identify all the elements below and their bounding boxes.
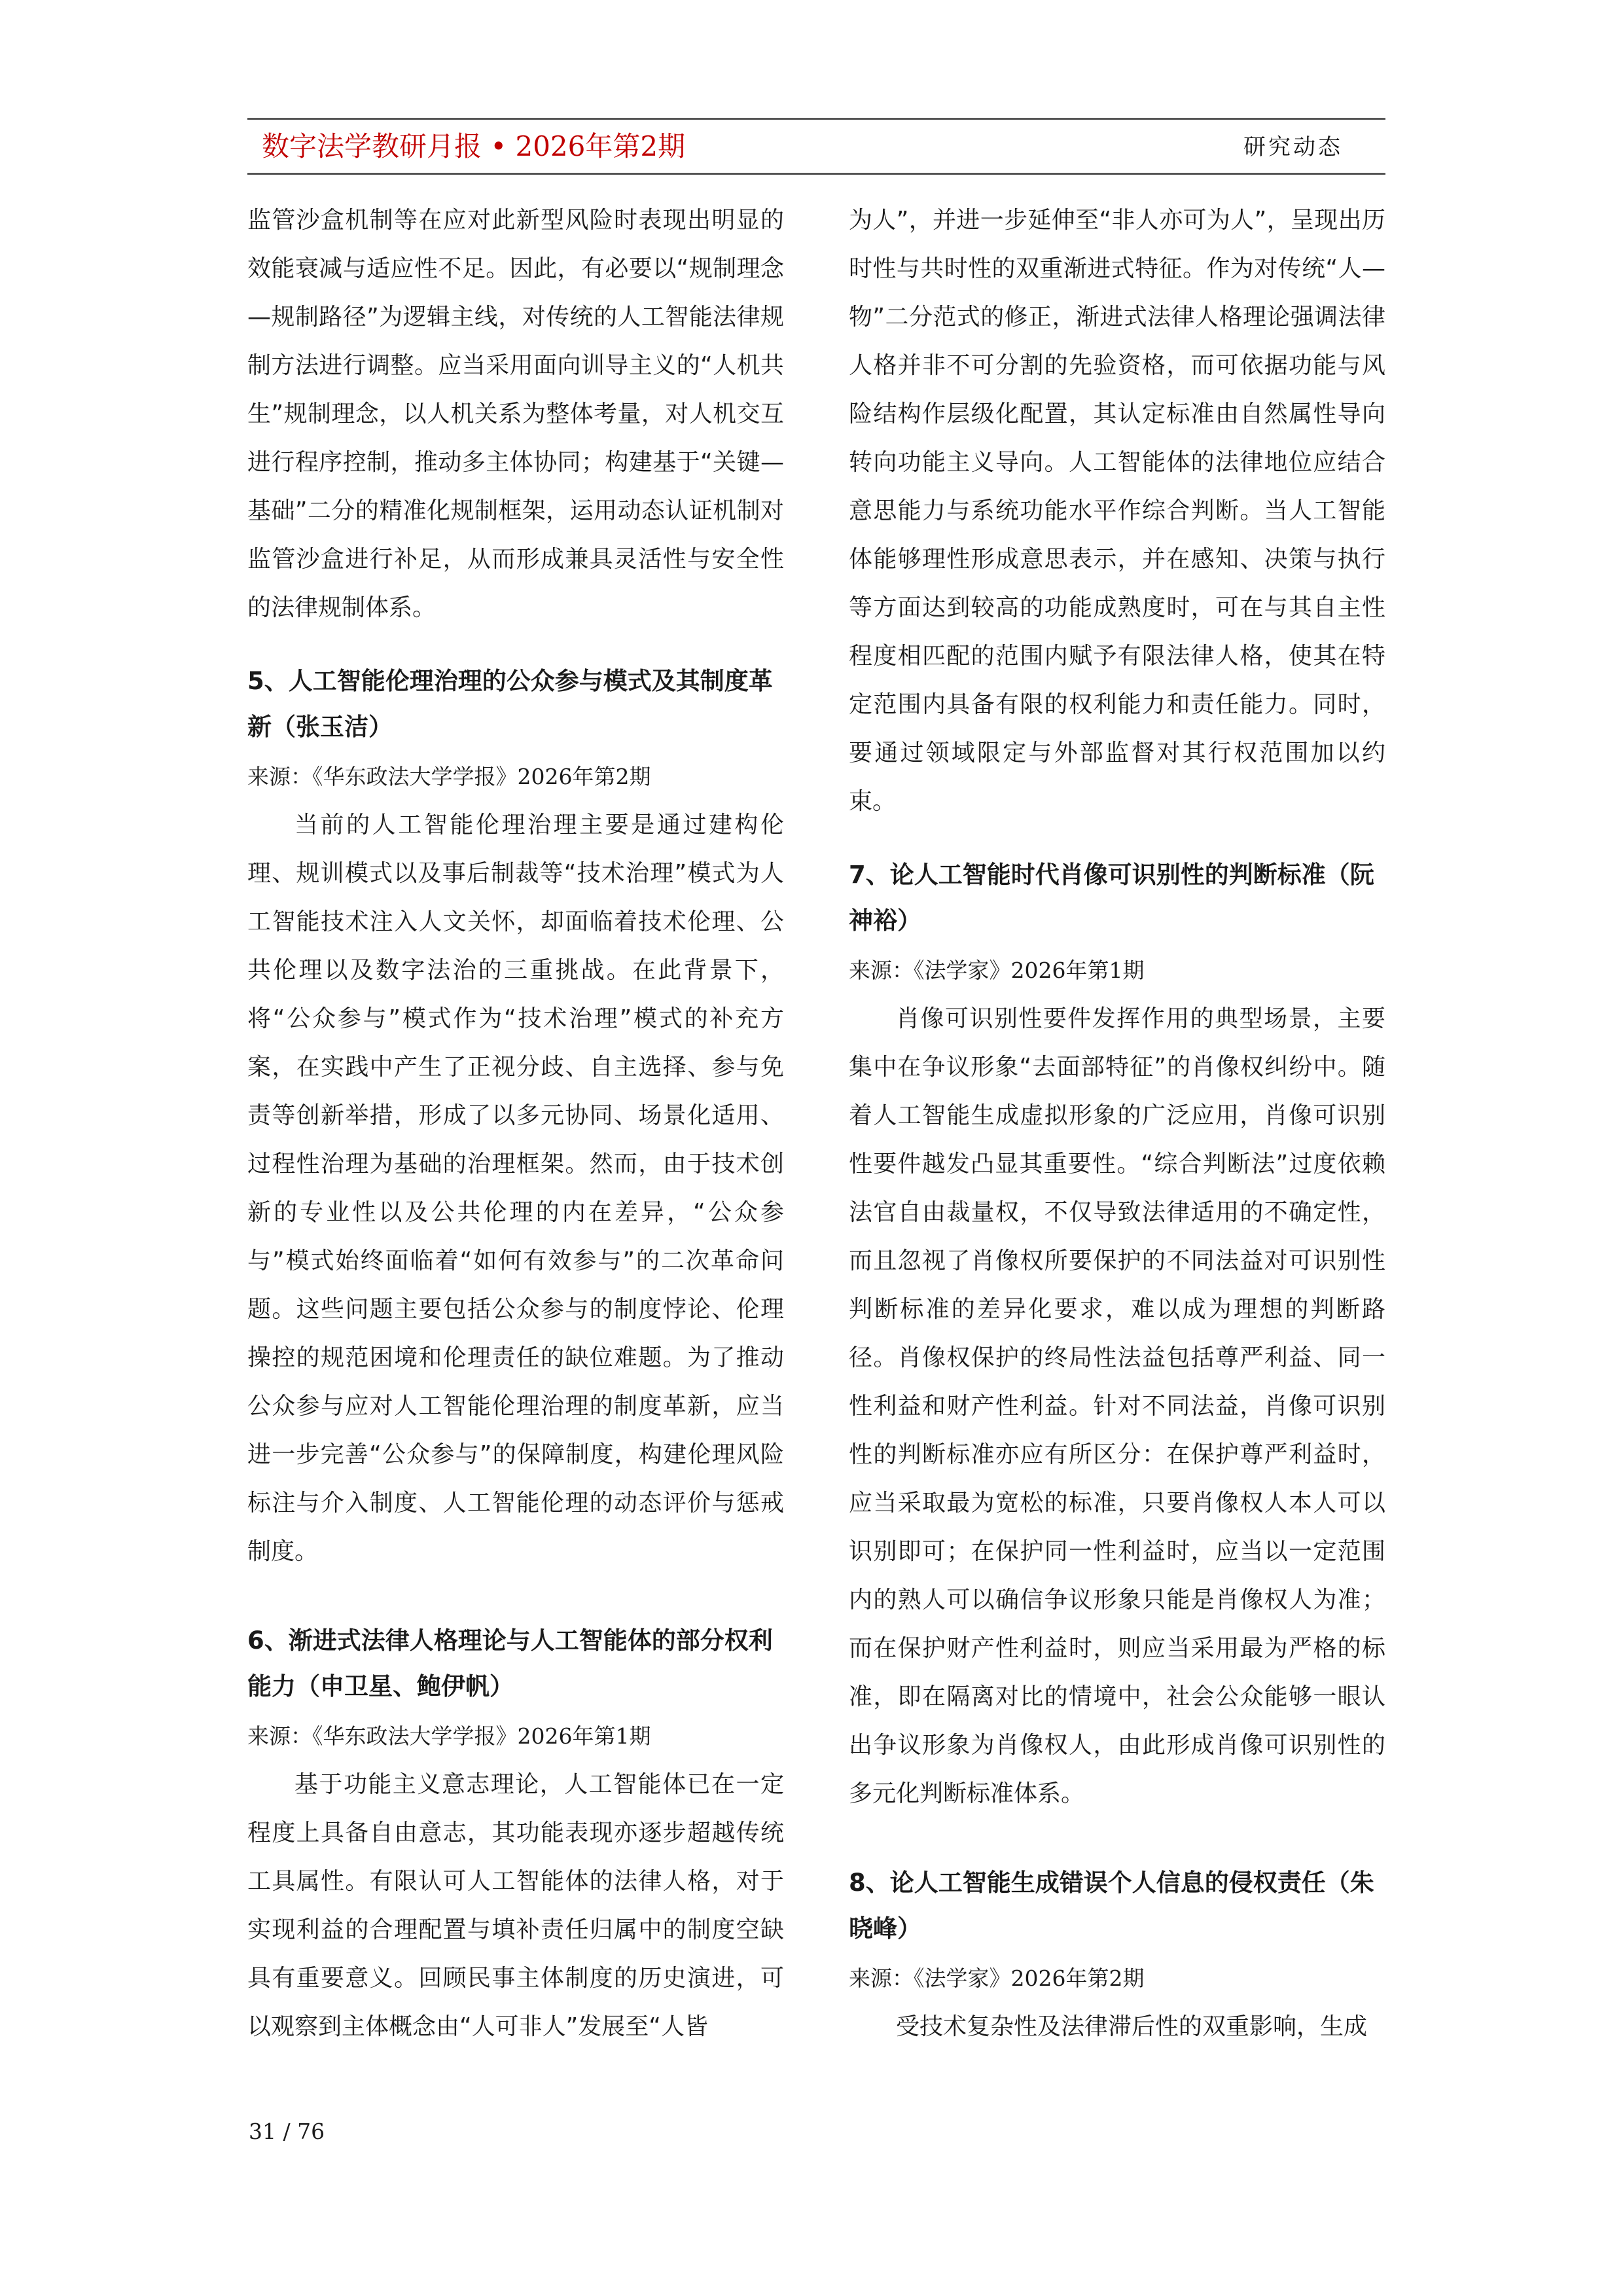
section-label: 研究动态 [1243,134,1343,160]
article-source-5: 来源：《华东政法大学学报》2026年第2期 [247,764,651,789]
continuation-paragraph-6: 为人”，并进一步延伸至“非人亦可为人”，呈现出历时性与共时性的双重渐进式特征。作为对传统“人—物”二分范式的修正，渐进式法律人格理论强调法律人格并非不可分割的先验资格，而可依据功能与风险结构作层级化配置，其认定标准由自然属性导向转向功能主义导向。人工智能体的法律地位应结合意思能力与系统功能水平作综合判断。当人工智能体能够理性形成意思表示，并在感知、决策与执行等方面达到较高的功能成熟度时，可在与其自主性程度相匹配的范围内赋予有限法律人格，使其在特定范围内具备有限的权利能力和责任能力。同时，要通过领域限定与外部监督对其行权范围加以约束。 [849,207,1385,815]
continuation-paragraph: 监管沙盒机制等在应对此新型风险时表现出明显的效能衰减与适应性不足。因此，有必要以“规制理念—规制路径”为逻辑主线，对传统的人工智能法律规制方法进行调整。应当采用面向训导主义的“人机共生”规制理念，以人机关系为整体考量，对人机交互进行程序控制，推动多主体协同；构建基于“关键—基础”二分的精准化规制框架，运用动态认证机制对监管沙盒进行补足，从而形成兼具灵活性与安全性的法律规制体系。 [247,207,784,621]
header-bottom-rule [247,173,1385,175]
article-abstract-6: 基于功能主义意志理论，人工智能体已在一定程度上具备自由意志，其功能表现亦逐步超越传统工具属性。有限认可人工智能体的法律人格，对于实现利益的合理配置与填补责任归属中的制度空缺具有重要意义。回顾民事主体制度的历史演进，可以观察到主体概念由“人可非人”发展至“人皆 [247,1771,784,2040]
right-column [849,196,1385,2051]
article-abstract-8: 受技术复杂性及法律滞后性的双重影响，生成 [896,2013,1368,2040]
article-title-7: 7、论人工智能时代肖像可识别性的判断标准（阮神裕） [849,861,1374,935]
article-source-6: 来源：《华东政法大学学报》2026年第1期 [247,1723,651,1749]
article-abstract-7: 肖像可识别性要件发挥作用的典型场景，主要集中在争议形象“去面部特征”的肖像权纠纷中。随着人工智能生成虚拟形象的广泛应用，肖像可识别性要件越发凸显其重要性。“综合判断法”过度依赖法官自由裁量权，不仅导致法律适用的不确定性，而且忽视了肖像权所要保护的不同法益对可识别性判断标准的差异化要求，难以成为理想的判断路径。肖像权保护的终局性法益包括尊严利益、同一性利益和财产性利益。针对不同法益，肖像可识别性的判断标准亦应有所区分：在保护尊严利益时，应当采取最为宽松的标准，只要肖像权人本人可以识别即可；在保护同一性利益时，应当以一定范围内的熟人可以确信争议形象只能是肖像权人为准；而在保护财产性利益时，则应当采用最为严格的标准，即在隔离对比的情境中，社会公众能够一眼认出争议形象为肖像权人，由此形成肖像可识别性的多元化判断标准体系。 [849,1005,1385,1807]
article-title-8: 8、论人工智能生成错误个人信息的侵权责任（朱晓峰） [849,1869,1374,1943]
page-number: 31 / 76 [249,2119,325,2144]
header-top-rule [247,118,1385,120]
article-title-6: 6、渐进式法律人格理论与人工智能体的部分权利能力（申卫星、鲍伊帆） [247,1626,773,1700]
article-abstract-5: 当前的人工智能伦理治理主要是通过建构伦理、规训模式以及事后制裁等“技术治理”模式为人工智能技术注入人文关怀，却面临着技术伦理、公共伦理以及数字法治的三重挑战。在此背景下，将“公众参与”模式作为“技术治理”模式的补充方案，在实践中产生了正视分歧、自主选择、参与免责等创新举措，形成了以多元协同、场景化适用、过程性治理为基础的治理框架。然而，由于技术创新的专业性以及公共伦理的内在差异，“公众参与”模式始终面临着“如何有效参与”的二次革命问题。这些问题主要包括公众参与的制度悖论、伦理操控的规范困境和伦理责任的缺位难题。为了推动公众参与应对人工智能伦理治理的制度革新，应当进一步完善“公众参与”的保障制度，构建伦理风险标注与介入制度、人工智能伦理的动态评价与惩戒制度。 [247,812,784,1565]
article-title-5: 5、人工智能伦理治理的公众参与模式及其制度革新（张玉洁） [247,667,773,741]
left-column [247,196,784,2051]
journal-title: 数字法学教研月报 • 2026年第2期 [262,130,686,162]
article-source-8: 来源：《法学家》2026年第2期 [849,1965,1145,1991]
article-source-7: 来源：《法学家》2026年第1期 [849,958,1145,983]
